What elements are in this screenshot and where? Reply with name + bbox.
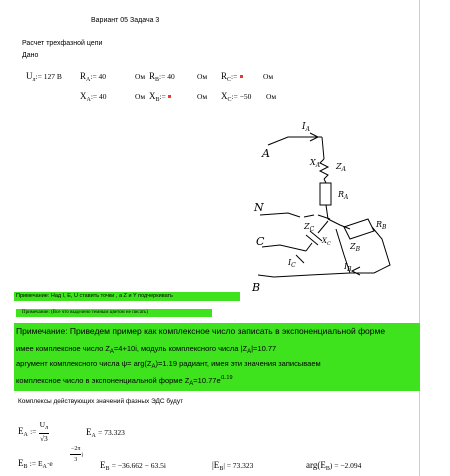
- zc-capacitor: [306, 231, 322, 245]
- given-xa-unit: Ом: [135, 92, 146, 101]
- given-rc-unit: Ом: [263, 72, 274, 81]
- given-xb: $X_B:=$: [149, 91, 171, 103]
- note-3-line-2: имее комплексное число $Z_A=4+10i$, модуль комплексного числа $|Z_A|=10.77$: [16, 344, 277, 355]
- given-xc-unit: Ом: [266, 92, 277, 101]
- ea-fraction: $\frac{U_л}{√3}$: [39, 420, 49, 443]
- page-title: Вариант 05 Задача 3: [91, 17, 160, 24]
- given-rb-unit: Ом: [197, 72, 208, 81]
- label-zc: $Z_C$: [304, 222, 315, 233]
- rb-resistor: [344, 219, 374, 239]
- given-ra-unit: Ом: [135, 72, 146, 81]
- label-xa: $X_A$: [310, 158, 321, 169]
- note-1: Примечание: Над I, E, U ставить точки , а Z и Y подчеркивать: [16, 293, 173, 299]
- given-xc: $X_C:= -50$: [221, 91, 252, 103]
- label-ib: $I_B$: [344, 262, 352, 273]
- zb-branch: [336, 229, 344, 255]
- label-a: A: [262, 147, 270, 160]
- given-u-line: $U_л:= 127$ В: [26, 71, 62, 83]
- label-xc: $X_C$: [322, 237, 331, 247]
- given-rb: $R_B:= 40$: [149, 71, 175, 83]
- ea-result: $E_A = 73.323$: [86, 427, 125, 439]
- phase-a-wire: [268, 137, 322, 145]
- note-3-line-4: комплексное число в экспоненциальной форме $Z_A=10.77e^{i1.19}$: [16, 375, 233, 387]
- phase-c-wire: [262, 245, 306, 251]
- eb-result: $E_B = -36.662 - 63.5i$: [100, 460, 166, 472]
- label-n: N: [254, 201, 264, 214]
- neutral-wire: [260, 213, 300, 217]
- intro-line-1: Расчет трехфазной цепи: [22, 40, 103, 47]
- given-xa: $X_A:= 40$: [80, 91, 107, 103]
- intro-line-2: Дано: [22, 52, 39, 59]
- eb-argument: $arg(E_B) = -2.094$: [306, 460, 362, 472]
- a-to-node-wire: [326, 205, 328, 219]
- eb-definition: $E_B$ := $E_A\cdot e$: [18, 458, 53, 470]
- star-node-wire: [328, 219, 350, 229]
- label-ic: $I_C$: [288, 258, 296, 269]
- a-mid-wire: [324, 179, 326, 183]
- emf-heading: Комплексы действующих значений фазных ЭДС будут: [18, 398, 184, 405]
- neutral-break: [304, 215, 314, 217]
- page-margin-line: [419, 0, 420, 476]
- note-3-line-1: Примечание: Приведем пример как комплексное число записать в экспоненциальной форме: [16, 326, 386, 336]
- eb-modulus: $|E_B| = 73.323$: [212, 460, 254, 472]
- current-b-arrow: [352, 267, 360, 275]
- label-rb: $R_B$: [376, 220, 387, 231]
- ra-resistor: [320, 183, 331, 205]
- given-ra: $R_A:= 40$: [80, 71, 107, 83]
- eb-exponent: $\frac{-2\pi}{3}$ i: [71, 446, 84, 463]
- xb-placeholder-marker[interactable]: [168, 95, 171, 98]
- note-2: Примечание: (Все что выделено темным цветом не писать): [22, 310, 148, 315]
- note-3-line-3: аргумент комплексного числа $\psi= arg(Z_A)=1.19$ радиант, имея эти значения записываем: [16, 359, 321, 370]
- label-za: $Z_A$: [336, 162, 346, 173]
- zc-wire-bottom: [306, 243, 312, 251]
- xa-coil: [320, 159, 328, 179]
- a-drop-wire: [322, 137, 324, 159]
- label-zb: $Z_B$: [350, 242, 360, 253]
- ea-definition: $E_A$ := $\frac{U_л}{√3}$: [18, 420, 49, 443]
- label-c: C: [256, 235, 265, 248]
- label-ra: $R_A$: [338, 190, 349, 201]
- circuit-diagram: [240, 115, 410, 295]
- current-c-arrow: [296, 255, 304, 263]
- given-xb-unit: Ом: [197, 92, 208, 101]
- label-ia: $I_A$: [302, 122, 310, 133]
- given-rc: $R_C:=$: [221, 71, 243, 83]
- b-return-wire: [372, 227, 390, 273]
- rc-placeholder-marker[interactable]: [240, 75, 243, 78]
- label-b: B: [252, 281, 261, 294]
- zc-wire-top: [318, 221, 328, 233]
